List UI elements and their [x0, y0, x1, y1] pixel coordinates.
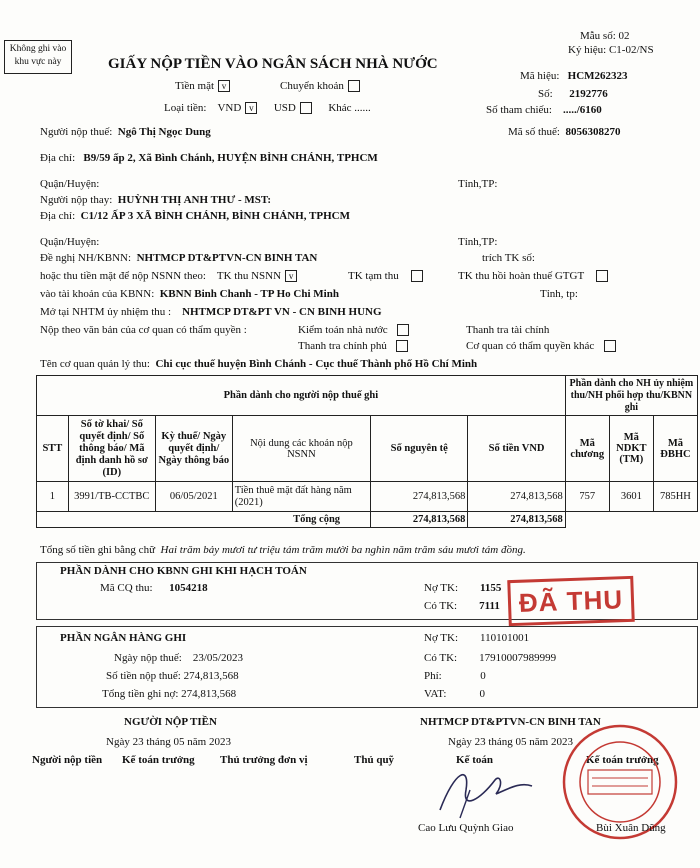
checkbox-thanh-tra-cp[interactable] — [396, 340, 408, 352]
kbnn-no-tk: Nợ TK: 1155 — [424, 582, 502, 594]
payment-table — [36, 375, 698, 528]
ky-hieu: Ký hiệu: C1-02/NS — [568, 44, 654, 56]
tk-thu-hoi: TK thu hồi hoàn thuế GTGT — [458, 270, 608, 282]
amount-in-words: Tổng số tiền ghi bằng chữ Hai trăm bảy mươi tư triệu tám trăm mười ba nghìn năm trăm sáu mươi tám đồng. — [40, 544, 526, 556]
checkbox-tk-thu-nsnn[interactable]: v — [285, 270, 297, 282]
sub-payer-province: Tỉnh,TP: — [458, 236, 498, 248]
authority-doc: Nộp theo văn bản của cơ quan có thẩm quyền : — [40, 324, 247, 336]
handwritten-signature — [400, 760, 560, 820]
document-title: GIẤY NỘP TIỀN VÀO NGÂN SÁCH NHÀ NƯỚC — [108, 56, 438, 72]
col-vnd: Số tiền VND — [468, 416, 565, 482]
thanh-tra-tai-chinh: Thanh tra tài chính — [466, 324, 550, 336]
ma-so-thue: Mã số thuế: 8056308270 — [508, 126, 621, 138]
cash-collect-row: hoặc thu tiền mặt để nộp NSNN theo: TK thu NSNN v — [40, 270, 297, 282]
co-quan-khac: Cơ quan có thẩm quyền khác — [466, 340, 616, 352]
total-vnd: 274,813,568 — [468, 512, 565, 528]
ngay-nop-thue: Ngày nộp thuế: 23/05/2023 — [114, 652, 243, 664]
col-stt: STT — [37, 416, 69, 482]
payer-district: Quận/Huyện: — [40, 178, 100, 190]
paid-stamp: ĐÃ THU — [507, 576, 635, 626]
label-nguoi-nop: Người nộp tiền — [32, 754, 103, 766]
payer-province: Tỉnh,TP: — [458, 178, 498, 190]
total-nguyen-te: 274,813,568 — [371, 512, 468, 528]
col-chuong: Mã chương — [565, 416, 609, 482]
cell-dbhc: 785HH — [653, 482, 697, 512]
kiem-toan: Kiểm toán nhà nước — [298, 324, 409, 336]
sub-payer-address: Địa chỉ: C1/12 ẤP 3 XÃ BÌNH CHÁNH, BÌNH CHÁNH, TPHCM — [40, 210, 350, 222]
nh-vat: VAT: 0 — [424, 688, 485, 700]
payer-sign-title: NGƯỜI NỘP TIỀN — [124, 716, 217, 728]
table-head-payer: Phần dành cho người nộp thuế ghi — [37, 376, 566, 416]
ma-hieu: Mã hiệu: HCM262323 — [520, 70, 628, 82]
checkbox-usd[interactable] — [300, 102, 312, 114]
signer-ke-toan-truong: Bùi Xuân Dũng — [596, 822, 666, 834]
nh-no-tk: Nợ TK: 110101001 — [424, 632, 530, 644]
payer-address: Địa chỉ: B9/59 ấp 2, Xã Bình Chánh, HUYỆN BÌNH CHÁNH, TPHCM — [40, 152, 378, 164]
nh-phi: Phí: 0 — [424, 670, 486, 682]
cell-ndkt: 3601 — [609, 482, 653, 512]
col-dbhc: Mã ĐBHC — [653, 416, 697, 482]
cell-so-to-khai: 3991/TB-CCTBC — [68, 482, 155, 512]
nh-co-tk: Có TK: 17910007989999 — [424, 652, 557, 664]
payer-name: Người nộp thuế: Ngô Thị Ngọc Dung — [40, 126, 211, 138]
kbnn-co-tk: Có TK: 7111 — [424, 600, 500, 612]
corner-note-line1: Không ghi vào — [9, 44, 67, 54]
signer-ke-toan: Cao Lưu Quỳnh Giao — [418, 822, 514, 834]
col-nguyen-te: Số nguyên tệ — [371, 416, 468, 482]
corner-note-box — [4, 40, 72, 74]
table-head-bank: Phần dành cho NH ủy nhiệm thu/NH phối hợp thu/KBNN ghi — [565, 376, 697, 416]
total-label: Tổng cộng — [37, 512, 371, 528]
bank-section-title: PHẦN NGÂN HÀNG GHI — [60, 632, 187, 644]
label-ke-toan-truong-left: Kế toán trưởng — [122, 754, 195, 766]
bank-request: Đề nghị NH/KBNN: NHTMCP DT&PTVN-CN BINH TAN — [40, 252, 318, 264]
so: Số: 2192776 — [538, 88, 608, 100]
cell-noi-dung: Tiền thuê mặt đất hàng năm (2021) — [232, 482, 370, 512]
cell-chuong: 757 — [565, 482, 609, 512]
cell-nguyen-te: 274,813,568 — [371, 482, 468, 512]
table-total-row — [37, 512, 698, 528]
cell-stt: 1 — [37, 482, 69, 512]
label-ke-toan: Kế toán — [456, 754, 493, 766]
table-row — [37, 482, 698, 512]
col-so-to-khai: Số tờ khai/ Số quyết định/ Số thông báo/ Mã định danh hồ sơ (ID) — [68, 416, 155, 482]
tong-ghi-no: Tổng tiền ghi nợ: 274,813,568 — [102, 688, 237, 700]
cell-vnd: 274,813,568 — [468, 482, 565, 512]
sub-payer-name: Người nộp thay: HUỲNH THỊ ANH THƯ - MST: — [40, 194, 272, 206]
opened-at: Mở tại NHTM ủy nhiệm thu : NHTMCP DT&PT VN - CN BINH HUNG — [40, 306, 382, 318]
checkbox-tk-tam-thu[interactable] — [411, 270, 423, 282]
mau-so: Mẫu số: 02 — [580, 30, 630, 42]
kbnn-title: PHẦN DÀNH CHO KBNN GHI KHI HẠCH TOÁN — [60, 565, 307, 577]
label-thu-quy: Thủ quỹ — [354, 754, 395, 766]
col-ndkt: Mã NDKT (TM) — [609, 416, 653, 482]
sub-payer-district: Quận/Huyện: — [40, 236, 100, 248]
bank-sign-title: NHTMCP DT&PTVN-CN BINH TAN — [420, 716, 601, 728]
currency-row: Loại tiền: VND v USD Khác ...... — [164, 102, 371, 114]
payment-cash: Tiền mặt v — [175, 80, 230, 92]
bank-account-from: trích TK số: — [482, 252, 535, 264]
col-ky-thue: Kỳ thuế/ Ngày quyết định/ Ngày thông báo — [155, 416, 232, 482]
so-tham-chieu: Số tham chiếu: ...../6160 — [486, 104, 602, 116]
bank-sign-date: Ngày 23 tháng 05 năm 2023 — [448, 736, 573, 748]
checkbox-tk-thu-hoi[interactable] — [596, 270, 608, 282]
treasury-province: Tỉnh, tp: — [540, 288, 578, 300]
checkbox-co-quan-khac[interactable] — [604, 340, 616, 352]
label-thu-truong: Thủ trưởng đơn vị — [220, 754, 308, 766]
checkbox-cash[interactable]: v — [218, 80, 230, 92]
managing-agency: Tên cơ quan quản lý thu: Chi cục thuế huyện Bình Chánh - Cục thuế Thành phố Hồ Chí Minh — [40, 358, 478, 370]
ma-cq-thu: Mã CQ thu: 1054218 — [100, 582, 208, 594]
checkbox-transfer[interactable] — [348, 80, 360, 92]
col-noi-dung: Nội dung các khoản nộp NSNN — [232, 416, 370, 482]
checkbox-kiem-toan[interactable] — [397, 324, 409, 336]
cell-ky-thue: 06/05/2021 — [155, 482, 232, 512]
tk-tam-thu: TK tạm thu — [348, 270, 423, 282]
label-ke-toan-truong-right: Kế toán trưởng — [586, 754, 659, 766]
so-tien-nop: Số tiền nộp thuế: 274,813,568 — [106, 670, 239, 682]
thanh-tra-chinh-phu: Thanh tra chính phủ — [298, 340, 408, 352]
corner-note-line2: khu vực này — [14, 57, 62, 67]
checkbox-vnd[interactable]: v — [245, 102, 257, 114]
payment-transfer: Chuyển khoản — [280, 80, 360, 92]
treasury-account: vào tài khoản của KBNN: KBNN Binh Chanh - TP Ho Chi Minh — [40, 288, 339, 300]
payer-sign-date: Ngày 23 tháng 05 năm 2023 — [106, 736, 231, 748]
